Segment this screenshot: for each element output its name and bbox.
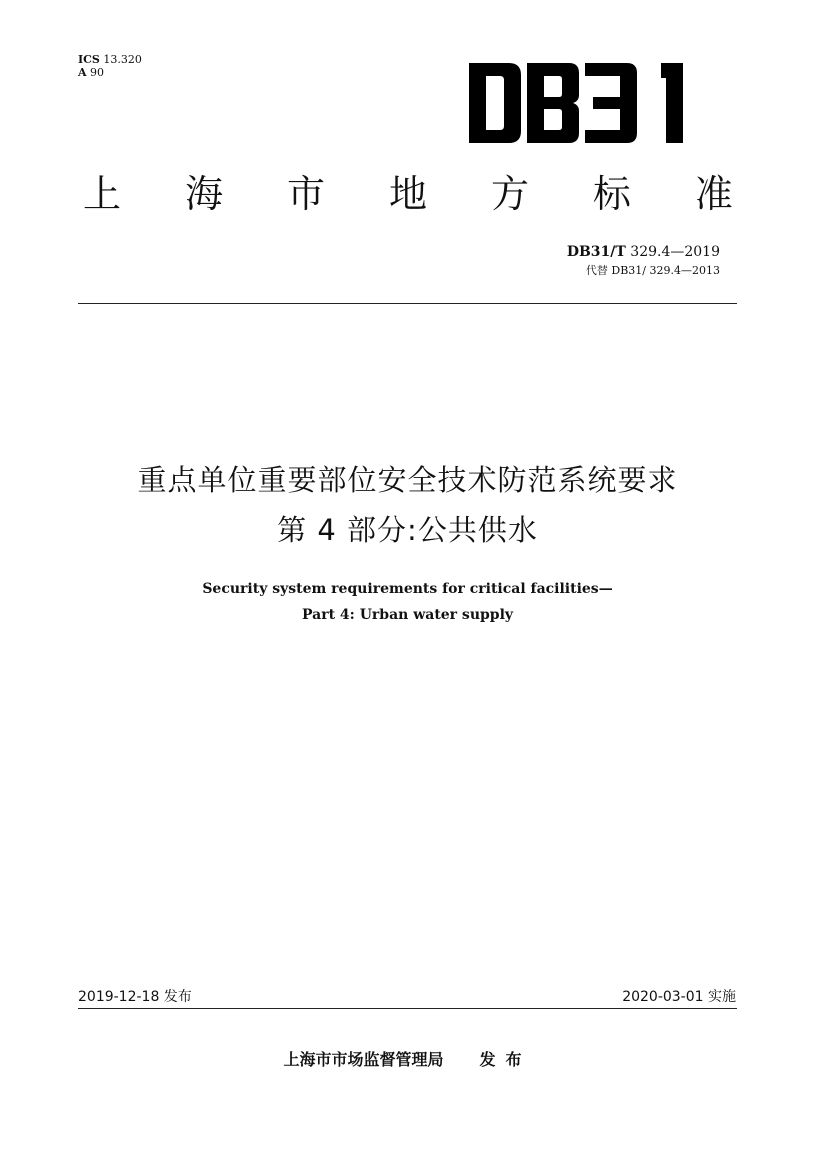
standard-type-char: 海 xyxy=(184,171,223,216)
ccs-code xyxy=(78,66,104,79)
issue-date: 2019-12-18 发布 xyxy=(78,989,192,1005)
ccs-label: A xyxy=(78,66,87,79)
standard-type-char: 方 xyxy=(490,171,529,216)
ics-label: ICS xyxy=(78,53,100,66)
ics-value: 13.320 xyxy=(103,53,142,66)
standard-number-value: 329.4—2019 xyxy=(630,244,720,260)
top-divider xyxy=(78,303,737,304)
issuer-name: 上海市市场监督管理局 xyxy=(283,1050,444,1069)
standard-type-char: 上 xyxy=(83,171,122,216)
db31-logo xyxy=(469,63,691,143)
standard-number xyxy=(567,244,720,260)
title-en-line1: Security system requirements for critical facilities— xyxy=(202,581,613,597)
title-cn-line2: 第 4 部分:公共供水 xyxy=(277,513,538,547)
issuing-authority xyxy=(0,1047,815,1070)
title-en-line2: Part 4: Urban water supply xyxy=(301,607,514,623)
ics-code xyxy=(78,53,142,66)
standard-type-char: 地 xyxy=(388,171,427,216)
issuer-action: 发布 xyxy=(479,1050,532,1069)
implementation-date: 2020-03-01 实施 xyxy=(622,989,736,1005)
standard-number-prefix: DB31/T xyxy=(566,244,626,260)
standard-type-char: 标 xyxy=(592,171,631,216)
standard-type-banner xyxy=(83,160,733,220)
title-cn-line1: 重点单位重要部位安全技术防范系统要求 xyxy=(137,463,678,497)
ccs-value: 90 xyxy=(90,66,105,79)
standard-type-char: 准 xyxy=(694,171,733,216)
bottom-divider xyxy=(78,1008,737,1009)
standard-type-char: 市 xyxy=(286,171,325,216)
replaces-standard: 代替 DB31/ 329.4—2013 xyxy=(585,264,720,277)
